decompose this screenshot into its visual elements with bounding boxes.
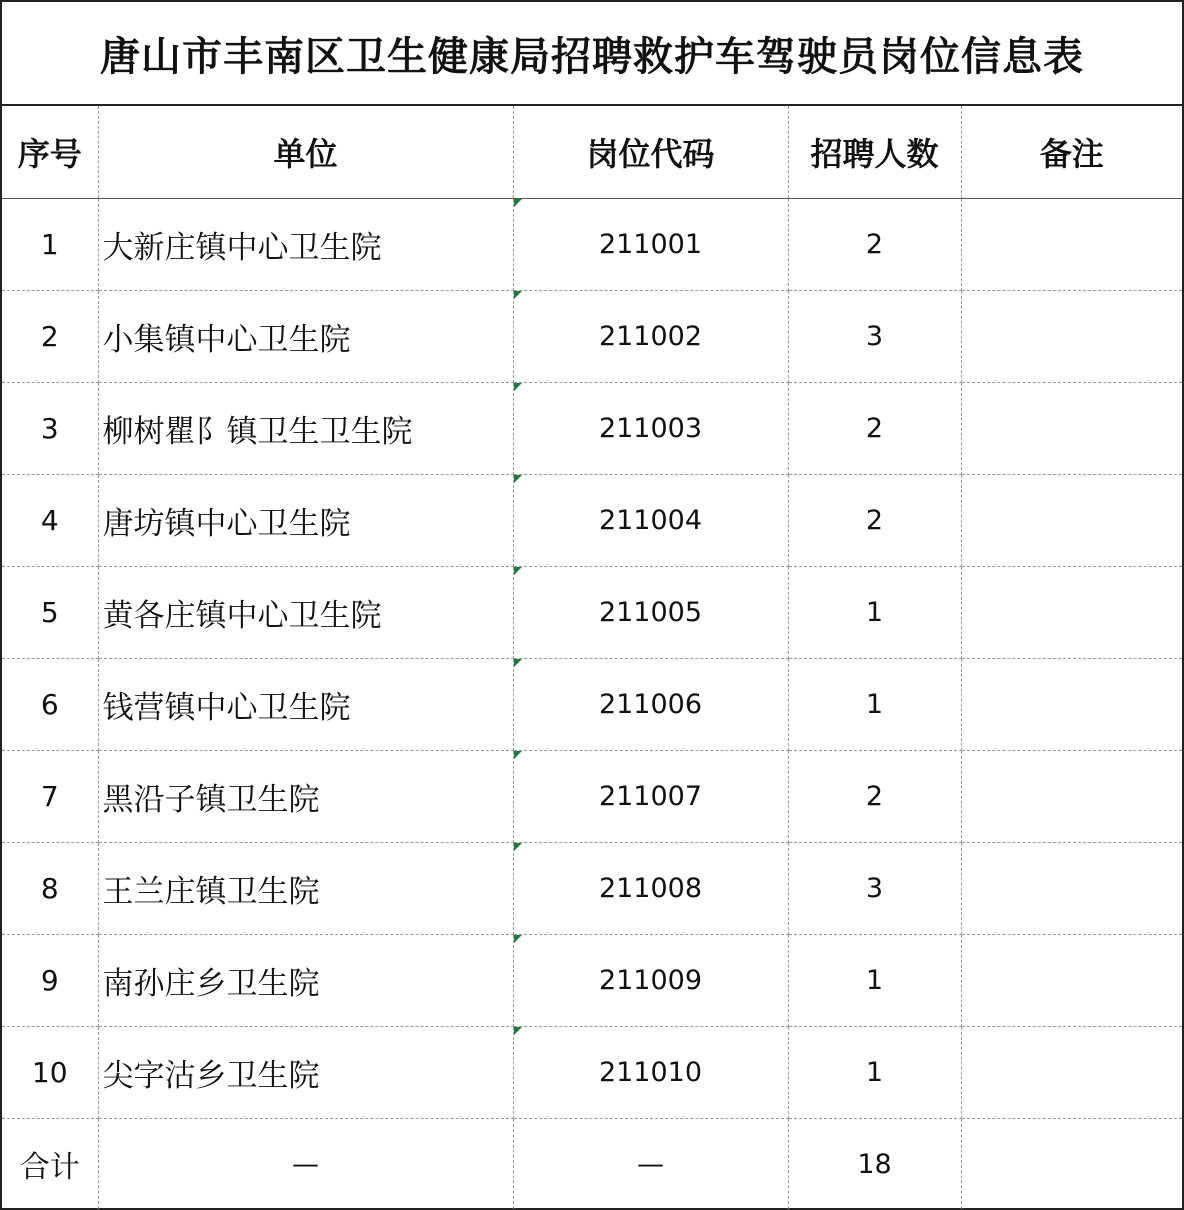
cell-code [513,475,788,567]
cell-code-value: 211007 [598,781,703,812]
cell-count: 1 [788,567,961,659]
cell-code [513,1027,788,1119]
cell-flag-icon [514,935,522,943]
cell-code-value: 211003 [598,413,703,444]
table-row [2,383,1182,475]
cell-unit: 柳树瞿阝镇卫生卫生院 [98,383,513,475]
cell-flag-icon [514,475,522,483]
cell-count: 3 [788,843,961,935]
table-row [2,475,1182,567]
header-count: 招聘人数 [788,106,961,199]
cell-unit: 尖字沽乡卫生院 [98,1027,513,1119]
cell-code [513,935,788,1027]
header-note: 备注 [961,106,1182,199]
cell-flag-icon [514,843,522,851]
cell-code-value: 211009 [598,965,703,996]
cell-code-value: 211010 [598,1057,703,1088]
total-unit: — [98,1119,513,1210]
cell-note [961,935,1182,1027]
cell-code-value: 211002 [598,321,703,352]
total-count: 18 [788,1119,961,1210]
cell-unit: 大新庄镇中心卫生院 [98,199,513,291]
positions-table [2,106,1182,1209]
cell-unit: 小集镇中心卫生院 [98,291,513,383]
cell-count: 2 [788,475,961,567]
cell-code [513,567,788,659]
cell-seq: 4 [2,475,98,567]
cell-unit: 黄各庄镇中心卫生院 [98,567,513,659]
header-code: 岗位代码 [513,106,788,199]
cell-unit: 黑沿子镇卫生院 [98,751,513,843]
table-row [2,567,1182,659]
table-row [2,751,1182,843]
cell-flag-icon [514,567,522,575]
cell-seq: 10 [2,1027,98,1119]
cell-flag-icon [514,751,522,759]
cell-flag-icon [514,383,522,391]
cell-note [961,659,1182,751]
cell-code-value: 211004 [598,505,703,536]
cell-code-value: 211005 [598,597,703,628]
table-row [2,1027,1182,1119]
cell-count: 2 [788,199,961,291]
cell-flag-icon [514,291,522,299]
cell-note [961,843,1182,935]
cell-unit: 王兰庄镇卫生院 [98,843,513,935]
cell-code [513,843,788,935]
cell-count: 3 [788,291,961,383]
cell-unit: 南孙庄乡卫生院 [98,935,513,1027]
cell-code-value: 211006 [598,689,703,720]
cell-note [961,475,1182,567]
cell-seq: 2 [2,291,98,383]
cell-count: 1 [788,1027,961,1119]
cell-unit: 唐坊镇中心卫生院 [98,475,513,567]
cell-seq: 9 [2,935,98,1027]
cell-code-value: 211008 [598,873,703,904]
table-row [2,843,1182,935]
cell-unit: 钱营镇中心卫生院 [98,659,513,751]
cell-code-value: 211001 [598,229,703,260]
cell-count: 1 [788,935,961,1027]
cell-note [961,291,1182,383]
cell-count: 2 [788,751,961,843]
cell-code [513,751,788,843]
cell-note [961,199,1182,291]
header-unit: 单位 [98,106,513,199]
cell-flag-icon [514,1027,522,1035]
cell-code [513,199,788,291]
cell-flag-icon [514,659,522,667]
cell-code [513,383,788,475]
header-seq: 序号 [2,106,98,199]
cell-seq: 3 [2,383,98,475]
table-row [2,199,1182,291]
cell-count: 1 [788,659,961,751]
cell-seq: 8 [2,843,98,935]
total-label: 合计 [2,1119,98,1210]
table-row [2,935,1182,1027]
cell-note [961,567,1182,659]
cell-code [513,659,788,751]
cell-seq: 5 [2,567,98,659]
cell-note [961,751,1182,843]
cell-count: 2 [788,383,961,475]
total-note [961,1119,1182,1210]
header-row [2,106,1182,199]
sheet-title: 唐山市丰南区卫生健康局招聘救护车驾驶员岗位信息表 [2,2,1182,106]
cell-flag-icon [514,199,522,207]
total-row [2,1119,1182,1210]
table-row [2,291,1182,383]
cell-code [513,291,788,383]
table-row [2,659,1182,751]
cell-seq: 6 [2,659,98,751]
cell-note [961,1027,1182,1119]
total-code: — [513,1119,788,1210]
cell-note [961,383,1182,475]
cell-seq: 1 [2,199,98,291]
cell-seq: 7 [2,751,98,843]
